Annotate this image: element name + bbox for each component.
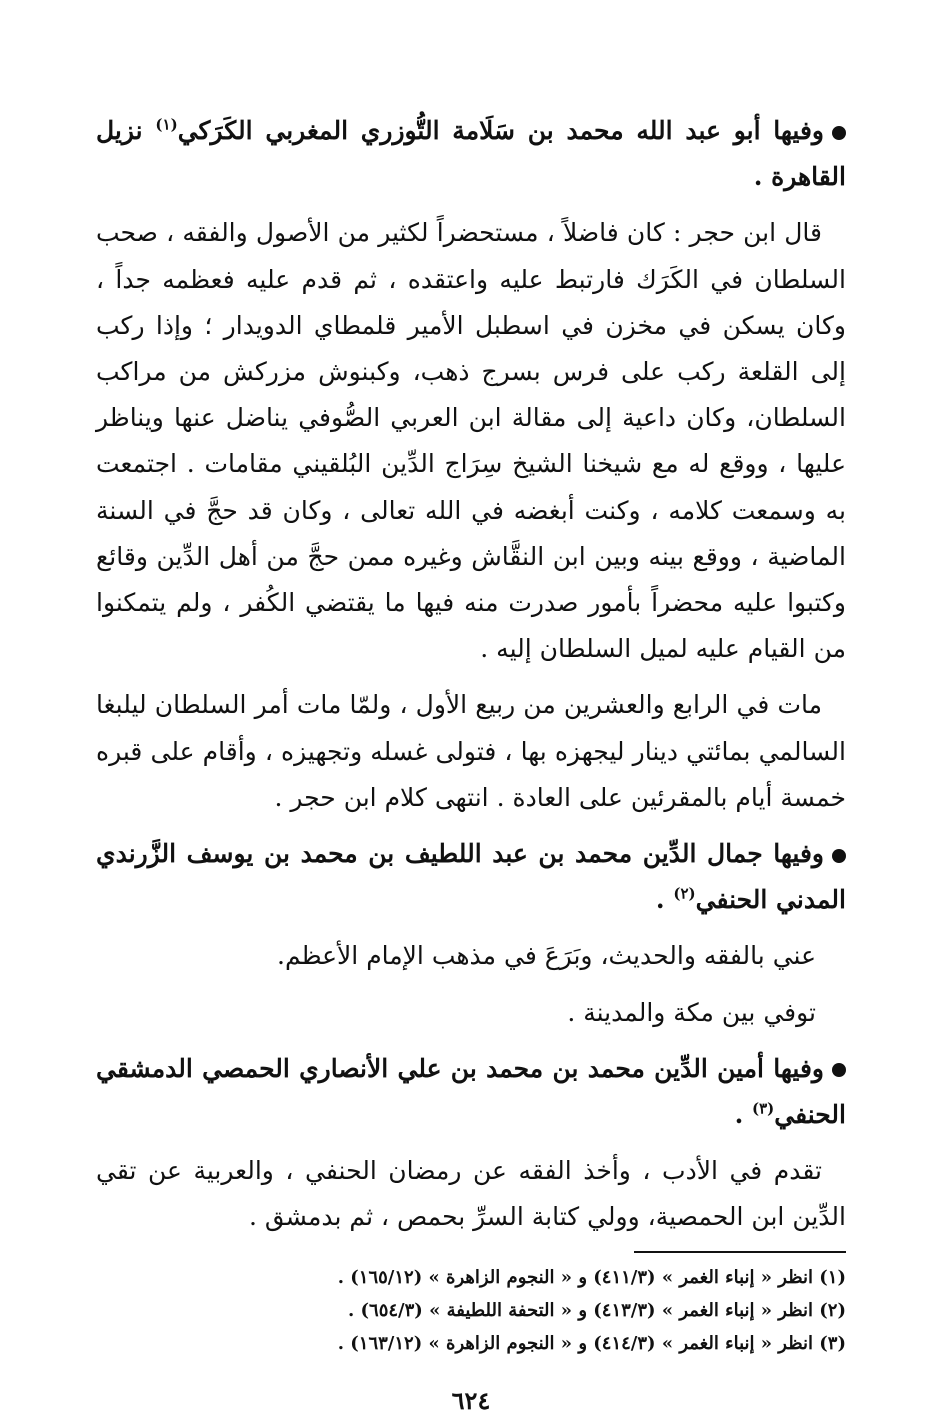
footnotes bbox=[96, 1263, 846, 1358]
paragraph-ibn-hajar-quote: قال ابن حجر : كان فاضلاً ، مستحضراً لكثير من الأصول والفقه ، صحب السلطان في الكَرَك فارتبط عليه واعتقده ، ثم قدم عليه فعظمه جداً ، وكان يسكن في مخزن في اسطبل الأمير قلمطاي الدويدار ؛ وإذا ركب إلى القلعة ركب على فرس بسرج ذهب، وكبنوش مزركش من مراكب السلطان، وكان داعية إلى مقالة ابن العربي الصُّوفي يناضل عنها ويناظر عليها ، ووقع له مع شيخنا الشيخ سِرَاج الدِّين البُلقيني مقامات . اجتمعت به وسمعت كلامه ، وكنت أبغضه في الله تعالى ، وكان قد حجَّ في السنة الماضية ، ووقع بينه وبين ابن النقَّاش وغيره ممن حجَّ من أهل الدِّين وقائع وكتبوا عليه محضراً بأمور صدرت منه فيها ما يقتضي الكُفر ، ولم يتمكنوا من القيام عليه لميل السلطان إليه . bbox=[96, 218, 846, 664]
footnote-item: (٢) انظر « إنباء الغمر » (٤١٣/٣) و « التحفة اللطيفة » (٦٥٤/٣) . bbox=[347, 1299, 846, 1321]
bullet-icon bbox=[832, 849, 846, 863]
page-body bbox=[96, 108, 846, 1415]
paragraph-death: مات في الرابع والعشرين من ربيع الأول ، ولمّا مات أمر السلطان ليلبغا السالمي بمائتي دينار ليجهزه بها ، فتولى غسله وتجهيزه ، وأقام على قبره خمسة أيام بالمقرئين على العادة . انتهى كلام ابن حجر . bbox=[96, 690, 846, 812]
bullet-icon bbox=[832, 126, 846, 140]
footnote-ref-2[interactable]: (٢) bbox=[673, 884, 696, 903]
page-number: ٦٢٤ bbox=[451, 1385, 491, 1415]
paragraph-study: عني بالفقه والحديث، وبَرَعَ في مذهب الإمام الأعظم. bbox=[277, 941, 816, 971]
entry-heading-tail: . bbox=[734, 1100, 752, 1130]
bullet-icon bbox=[832, 1063, 846, 1077]
paragraph-death-place: توفي بين مكة والمدينة . bbox=[567, 997, 816, 1027]
entry-heading-tail: نزيل القاهرة . bbox=[96, 116, 846, 192]
footnote-item: (٣) انظر « إنباء الغمر » (٤١٤/٣) و « النجوم الزاهرة » (١٦٣/١٢) . bbox=[337, 1332, 846, 1354]
footnote-ref-3[interactable]: (٣) bbox=[751, 1099, 775, 1118]
entry-heading-text: وفيها أمين الدِّين محمد بن محمد بن علي الأنصاري الحمصي الدمشقي الحنفي bbox=[96, 1053, 846, 1130]
paragraph-career: تقدم في الأدب ، وأخذ الفقه عن رمضان الحنفي ، والعربية عن تقي الدِّين ابن الحمصية، وولي كتابة السرِّ بحمص ، ثم بدمشق . bbox=[96, 1156, 846, 1232]
entry-heading-text: وفيها أبو عبد الله محمد بن سَلَامة التُّوزري المغربي الكَرَكي bbox=[177, 116, 824, 145]
footnote-item: (١) انظر « إنباء الغمر » (٤١١/٣) و « النجوم الزاهرة » (١٦٥/١٢) . bbox=[337, 1266, 846, 1288]
entry-heading-text: وفيها جمال الدِّين محمد بن عبد اللطيف بن محمد بن يوسف الزَّرندي المدني الحنفي bbox=[96, 839, 846, 915]
footnote-ref-1[interactable]: (١) bbox=[155, 115, 178, 134]
entry-heading-3 bbox=[96, 1046, 846, 1138]
entry-heading-2 bbox=[96, 831, 846, 923]
entry-heading-tail: . bbox=[655, 885, 674, 915]
footnote-divider bbox=[634, 1251, 846, 1253]
entry-heading-1 bbox=[96, 108, 846, 200]
